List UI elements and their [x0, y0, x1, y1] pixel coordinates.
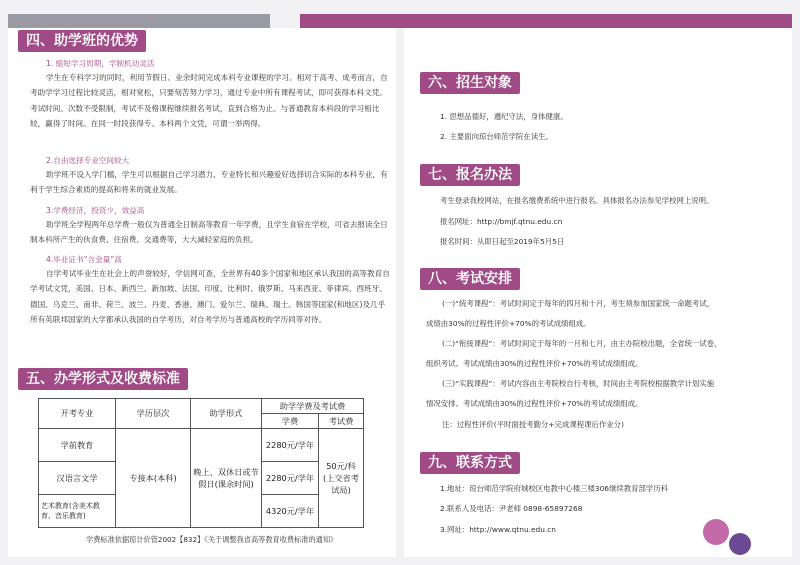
- exam-item-2-line-2: 组织考试。考试成绩由30%的过程性评价+70%的考试成绩组成。: [426, 359, 643, 368]
- section-title-enrollment: 六、招生对象: [420, 72, 520, 94]
- cell-level: 专接本(本科): [116, 429, 191, 528]
- advantage-heading-2: 2.自由选择专业空间较大: [46, 156, 130, 165]
- left-page: [8, 28, 396, 557]
- exam-item-3-line-1: (三)“实践课程”：考试内容由主考院校自行考核，时间由主考院校根据教学计划实施: [442, 379, 715, 388]
- cell-exam-fee: 50元/科(上交省考试局): [319, 429, 364, 528]
- advantage-heading-4: 4.毕业证书“含金量”高: [46, 255, 122, 264]
- fees-table: [38, 398, 364, 528]
- contact-phone: 2.联系人及电话：尹老师 0898-65897268: [440, 504, 583, 513]
- top-bar-gray: [8, 14, 270, 28]
- registration-time: 报名时间：从即日起至2019年5月5日: [440, 237, 565, 246]
- top-bar-purple: [300, 14, 792, 28]
- registration-intro: 考生登录我校网站，在报名缴费系统中进行报名。具体报名办法参见学校网上说明。: [440, 196, 714, 205]
- th-exam-fee: 考试费: [319, 414, 364, 429]
- registration-site: 报名网址：http://bmjf.qtnu.edu.cn: [440, 217, 563, 226]
- section-title-fees: 五、办学形式及收费标准: [18, 368, 188, 390]
- contact-website: 3.网址：http://www.qtnu.edu.cn: [440, 525, 556, 534]
- decor-circle-purple: [729, 533, 751, 555]
- exam-item-1-line-2: 成绩由30%的过程性评价+70%的考试成绩组成。: [426, 319, 591, 328]
- decor-circle-pink: [703, 519, 729, 545]
- advantage-body-2: 助学班不设入学门槛，学生可以根据自己学习潜力、专业特长和兴趣爱好选择切合实际的本科专业，有利于学生综合素质的提高和将来的就业发展。: [30, 170, 388, 195]
- cell-major: 汉语言文学: [39, 462, 116, 495]
- th-fees: 助学学费及考试费: [262, 399, 364, 414]
- section-title-advantages: 四、助学班的优势: [18, 30, 146, 52]
- section-title-exams: 八、考试安排: [420, 268, 520, 290]
- exam-item-2-line-1: (二)“衔接课程”：考试时间定于每年的一月和七月，由主办院校出题，全省统一试卷，: [442, 339, 722, 348]
- cell-major: 学前教育: [39, 429, 116, 462]
- fees-footnote: 学费标准依据琼计价管2002【832】《关于调整我省高等教育收费标准的通知》: [86, 535, 338, 544]
- cell-tuition: 2280元/学年: [262, 462, 319, 495]
- th-level: 学历层次: [116, 399, 191, 429]
- right-page: [404, 28, 792, 557]
- cell-form: 晚上、双休日或节假日(课余时间): [191, 429, 262, 528]
- section-title-contact: 九、联系方式: [420, 452, 520, 474]
- enrollment-item-1: 1. 思想品德好，遵纪守法，身体健康。: [440, 112, 568, 121]
- advantage-body-1: 学生在专科学习的同时，利用节假日、业余时间完成本科专业课程的学习。相对于高考、成考而言，自考助学学习过程比较灵活，相对宽松，只要刻苦努力学习，通过专业中所有课程考试，即可获得本科文凭。考试时间、次数不受限制，考试不及格课程继续报名考试，直到合格为止。与普通教育本科段的学习相比较，赢得了时间。在同一时段获得专、本科两个文凭，可谓一举两得。: [30, 73, 388, 129]
- advantage-body-3: 助学班全学程两年总学费一般仅为普通全日制高等教育一年学费，且学生食宿在学校，可省去报读全日制本科所产生的伙食费、住宿费、交通费等，大大减轻家庭的负担。: [30, 220, 388, 245]
- advantage-heading-3: 3.学费经济，投资少，效益高: [46, 206, 145, 215]
- contact-address: 1.地址：琼台师范学院府城校区电教中心楼三楼306继续教育部学历科: [440, 484, 669, 493]
- advantage-body-4: 自学考试毕业生在社会上的声誉较好，学信网可查，全世界有40多个国家和地区承认我国的高等教育自学考试文凭，美国、日本、新西兰、新加坡、法国、印度、比利时、俄罗斯、马来西亚、菲律宾、西班牙、德国、乌克兰、南非、荷兰、波兰、丹麦、香港、澳门、爱尔兰、瑞典、瑞士、韩国等国家(和地区)及几乎所有英联邦国家的大学都承认我国的自学考历，对自考学历与普通高校的学历同等对待。: [30, 269, 390, 325]
- th-form: 助学形式: [191, 399, 262, 429]
- exam-item-3-line-2: 情况安排。考试成绩由30%的过程性评价+70%的考试成绩组成。: [426, 399, 643, 408]
- exam-item-1-line-1: (一)“统考课程”：考试时间定于每年的四月和十月，考生须参加国家统一命题考试，: [442, 299, 715, 308]
- section-title-registration: 七、报名办法: [420, 164, 520, 186]
- cell-tuition: 2280元/学年: [262, 429, 319, 462]
- th-major: 开考专业: [39, 399, 116, 429]
- exam-note: 注：过程性评价(平时面授考勤分+完成课程课后作业分): [442, 420, 624, 429]
- enrollment-item-2: 2. 主要面向琼台师范学院在读生。: [440, 132, 553, 141]
- cell-tuition: 4320元/学年: [262, 495, 319, 528]
- cell-major: 艺术教育(含美术教育、音乐教育): [39, 495, 116, 528]
- th-tuition: 学费: [262, 414, 319, 429]
- advantage-heading-1: 1. 缩短学习周期，学制机动灵活: [46, 59, 155, 68]
